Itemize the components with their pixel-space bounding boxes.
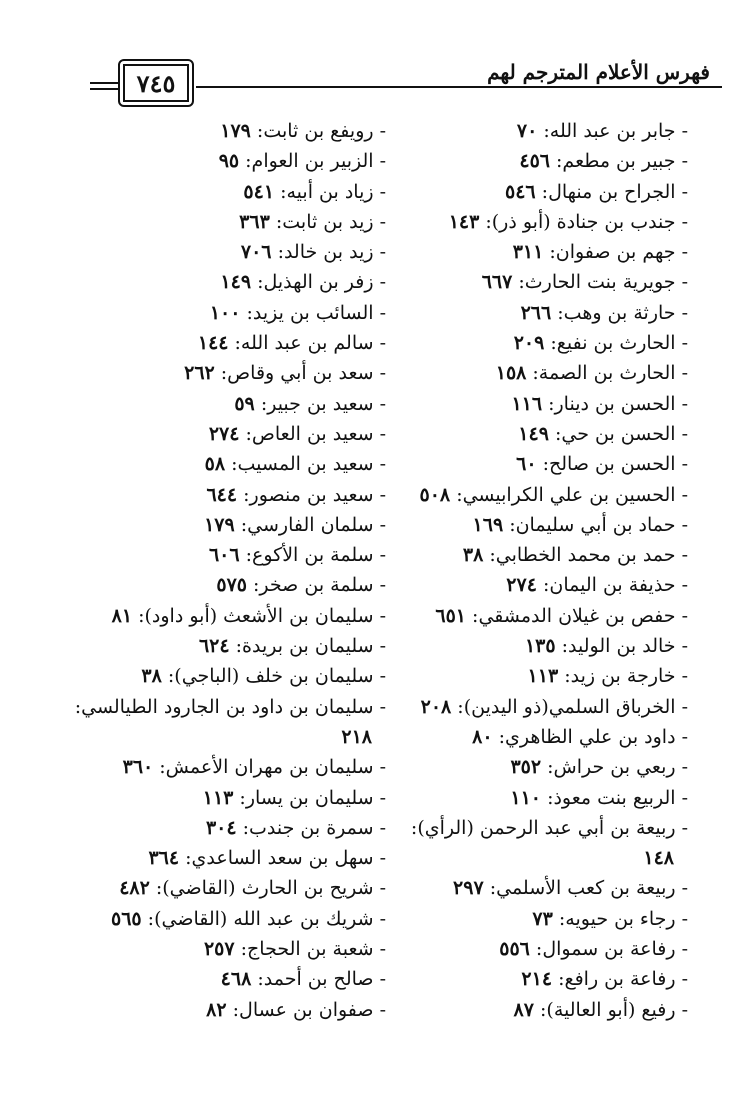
entry-page-number: ٥٤١ [243,180,275,203]
entry-page-number: ٦٦٧ [481,271,513,294]
entry-page-number: ٢٦٢ [184,362,215,385]
index-entry [56,540,386,570]
entry-page-number: ٢٥٧ [203,938,235,961]
entry-name: - سليمان بن يسار: [239,786,386,809]
entry-name: - رفاعة بن سموال: [535,938,688,961]
entry-name: - سمرة بن جندب: [242,816,386,839]
index-column-right [388,116,688,1025]
entry-name: - سعد بن أبي وقاص: [220,362,386,385]
index-entry [388,449,688,479]
entry-name: - سالم بن عبد الله: [234,332,386,355]
entry-name: - ربعي بن حراش: [547,756,688,779]
entry-name: - الحارث بن الصمة: [532,362,688,385]
index-entry [56,510,386,540]
index-entry [56,904,386,934]
entry-page-number: ١٤٣ [448,210,480,233]
entry-name: - الزبير بن العوام: [245,150,386,173]
entry-page-number: ١٤٩ [518,422,549,445]
index-entry [388,601,688,631]
index-entry [388,783,688,813]
entry-name: - سلمة بن الأكوع: [245,544,386,567]
entry-name: - حارثة بن وهب: [557,301,688,324]
entry-page-number: ٣٦٠ [122,756,154,779]
index-entry [56,116,386,146]
entry-name: - سهل بن سعد الساعدي: [185,847,386,870]
index-entry [388,631,688,661]
entry-name: - صالح بن أحمد: [257,968,386,991]
index-entry [56,934,386,964]
entry-page-number: ١٧٩ [204,513,235,536]
index-entry [388,389,688,419]
index-entry [56,631,386,661]
entry-page-number: ١٤٨ [643,847,674,870]
entry-name: - شريك بن عبد الله (القاضي): [147,907,386,930]
index-entry [388,116,688,146]
entry-page-number: ١١٠ [510,786,542,809]
entry-page-number: ٢٧٤ [506,574,537,597]
entry-name: - الجراح بن منهال: [541,180,688,203]
entry-page-number: ٣٥٢ [510,756,542,779]
entry-page-number: ٨٢ [206,998,227,1021]
index-entry [388,722,688,752]
index-entry [56,783,386,813]
entry-page-number: ٦٤٤ [206,483,238,506]
entry-page-number: ٨١ [111,604,133,627]
index-column-left [56,116,386,1025]
index-entry [56,601,386,631]
entry-page-number: ٦٠ [516,453,537,476]
entry-name: - الحسن بن حي: [554,422,688,445]
entry-page-number: ٥٩ [234,392,255,415]
entry-page-number: ٥٨ [204,453,226,476]
index-entry [388,358,688,388]
entry-page-number: ٢٦٦ [520,301,552,324]
entry-page-number: ١١٣ [527,665,559,688]
entry-page-number: ٩٥ [218,150,240,173]
entry-page-number: ٣١١ [512,241,544,264]
index-entry [56,298,386,328]
header-rule-right [196,86,722,88]
entry-page-number: ٥٦٥ [111,907,142,930]
entry-page-number: ١١٣ [202,786,234,809]
index-entry [56,146,386,176]
entry-page-number: ٣٦٣ [239,210,270,233]
entry-name: - الخرباق السلمي(ذو اليدين): [457,695,688,718]
index-entry [56,358,386,388]
entry-page-number: ٣٠٤ [205,816,237,839]
index-entry [56,964,386,994]
entry-page-number: ٣٨ [141,665,162,688]
entry-page-number: ٤٨٢ [119,877,150,900]
entry-name: - الحسن بن صالح: [542,453,688,476]
entry-name: - زيد بن ثابت: [275,210,386,233]
entry-page-number: ٥٠٨ [419,483,451,506]
index-entry [388,146,688,176]
index-entry [388,298,688,328]
entry-name: - حمد بن محمد الخطابي: [489,544,688,567]
index-entry [56,752,386,782]
index-entry [388,328,688,358]
entry-page-number: ٣٦٤ [148,847,180,870]
index-entry-continuation [388,843,688,873]
entry-page-number: ٢٩٧ [453,877,484,900]
index-entry [388,177,688,207]
entry-name: - ربيعة بن أبي عبد الرحمن (الرأي): [410,816,688,839]
entry-name: - شريح بن الحارث (القاضي): [155,877,386,900]
index-entry [56,813,386,843]
entry-page-number: ٥٥٦ [499,938,530,961]
index-entry [56,419,386,449]
entry-name: - جويرية بنت الحارث: [518,271,688,294]
entry-name: - رويفع بن ثابت: [256,120,386,142]
entry-page-number: ١٦٩ [472,513,504,536]
page-number: ٧٤٥ [123,64,189,102]
entry-name: - جابر بن عبد الله: [543,120,688,142]
entry-page-number: ٦٠٦ [208,544,240,567]
entry-name: - ربيعة بن كعب الأسلمي: [489,877,688,900]
index-entry [56,237,386,267]
index-entry [56,177,386,207]
index-entry [56,873,386,903]
index-entry [56,692,386,722]
entry-name: - جبير بن مطعم: [556,150,688,173]
entry-page-number: ١٠٠ [209,301,241,324]
entry-name: - زياد بن أبيه: [280,180,386,203]
entry-name: - سعيد بن جبير: [260,392,386,415]
entry-page-number: ٤٥٦ [519,150,550,173]
header-rule-left-bottom [90,88,118,90]
index-entry [56,995,386,1025]
entry-page-number: ١٧٩ [220,120,251,142]
index-title: فهرس الأعلام المترجم لهم [487,60,710,84]
entry-name: - حذيفة بن اليمان: [542,574,688,597]
entry-name: - جندب بن جنادة (أبو ذر): [485,210,688,233]
entry-name: - الحسين بن علي الكرابيسي: [456,483,688,506]
entry-name: - رفاعة بن رافع: [558,968,688,991]
entry-name: - رفيع (أبو العالية): [540,998,688,1021]
entry-page-number: ١٤٤ [197,332,229,355]
index-entry [388,904,688,934]
index-entry [56,389,386,419]
index-entry [56,661,386,691]
entry-name: - الربيع بنت معوذ: [547,786,688,809]
entry-page-number: ٢٠٨ [420,695,452,718]
entry-page-number: ٦٢٤ [198,635,230,658]
entry-name: - سليمان بن الأشعث (أبو داود): [138,604,386,627]
index-entry [388,267,688,297]
entry-name: - زيد بن خالد: [277,241,386,264]
index-entry [388,934,688,964]
entry-name: - سلمان الفارسي: [240,513,386,536]
index-entry [56,328,386,358]
index-entry [388,510,688,540]
entry-name: - الحسن بن دينار: [548,392,688,415]
entry-page-number: ٨٧ [513,998,534,1021]
index-entry [56,570,386,600]
index-entry [388,964,688,994]
entry-name: - جهم بن صفوان: [549,241,688,264]
index-entry [388,813,688,843]
entry-name: - صفوان بن عسال: [232,998,386,1021]
entry-name: - شعبة بن الحجاج: [240,938,386,961]
entry-name: - خالد بن الوليد: [561,635,688,658]
entry-name: - سليمان بن بريدة: [235,635,386,658]
index-entry [388,570,688,600]
entry-page-number: ٧٣ [532,907,553,930]
entry-page-number: ١٤٩ [220,271,252,294]
entry-page-number: ١٥٨ [495,362,527,385]
entry-page-number: ٧٠٦ [240,241,272,264]
index-entry [388,995,688,1025]
index-entry-continuation [56,722,386,752]
entry-name: - داود بن علي الظاهري: [498,725,688,748]
entry-page-number: ٢١٨ [341,725,372,748]
index-entry [56,480,386,510]
entry-page-number: ٧٠ [516,120,538,142]
index-entry [56,207,386,237]
index-entry [388,207,688,237]
index-entry [56,449,386,479]
entry-page-number: ٨٠ [472,725,493,748]
index-entry [388,480,688,510]
index-entry [388,540,688,570]
index-entry [56,267,386,297]
entry-name: - حفص بن غيلان الدمشقي: [472,604,688,627]
entry-name: - السائب بن يزيد: [246,301,386,324]
entry-name: - الحارث بن نفيع: [550,332,688,355]
entry-page-number: ٢١٤ [521,968,553,991]
index-entry [388,873,688,903]
entry-name: - سعيد بن المسيب: [231,453,386,476]
entry-name: - زفر بن الهذيل: [257,271,386,294]
entry-page-number: ١١٦ [511,392,543,415]
index-entry [388,419,688,449]
entry-page-number: ١٣٥ [524,635,556,658]
entry-page-number: ٢٠٩ [513,332,545,355]
entry-page-number: ٣٨ [462,544,484,567]
entry-name: - خارجة بن زيد: [564,665,688,688]
index-entry [388,692,688,722]
index-entry [56,843,386,873]
entry-name: - سليمان بن مهران الأعمش: [159,756,386,779]
entry-page-number: ٥٧٥ [216,574,247,597]
entry-name: - رجاء بن حيويه: [558,907,688,930]
entry-name: - سعيد بن العاص: [245,422,386,445]
header-rule-left-top [90,82,118,84]
entry-page-number: ٤٦٨ [220,968,252,991]
index-entry [388,661,688,691]
entry-page-number: ٢٧٤ [208,422,240,445]
index-entry [388,237,688,267]
index-entry [388,752,688,782]
entry-name: - سلمة بن صخر: [253,574,386,597]
entry-page-number: ٥٤٦ [505,180,536,203]
entry-name: - سليمان بن خلف (الباجي): [167,665,386,688]
entry-name: - حماد بن أبي سليمان: [509,513,688,536]
entry-name: - سليمان بن داود بن الجارود الطيالسي: [74,695,386,718]
entry-page-number: ٦٥١ [435,604,466,627]
entry-name: - سعيد بن منصور: [243,483,386,506]
